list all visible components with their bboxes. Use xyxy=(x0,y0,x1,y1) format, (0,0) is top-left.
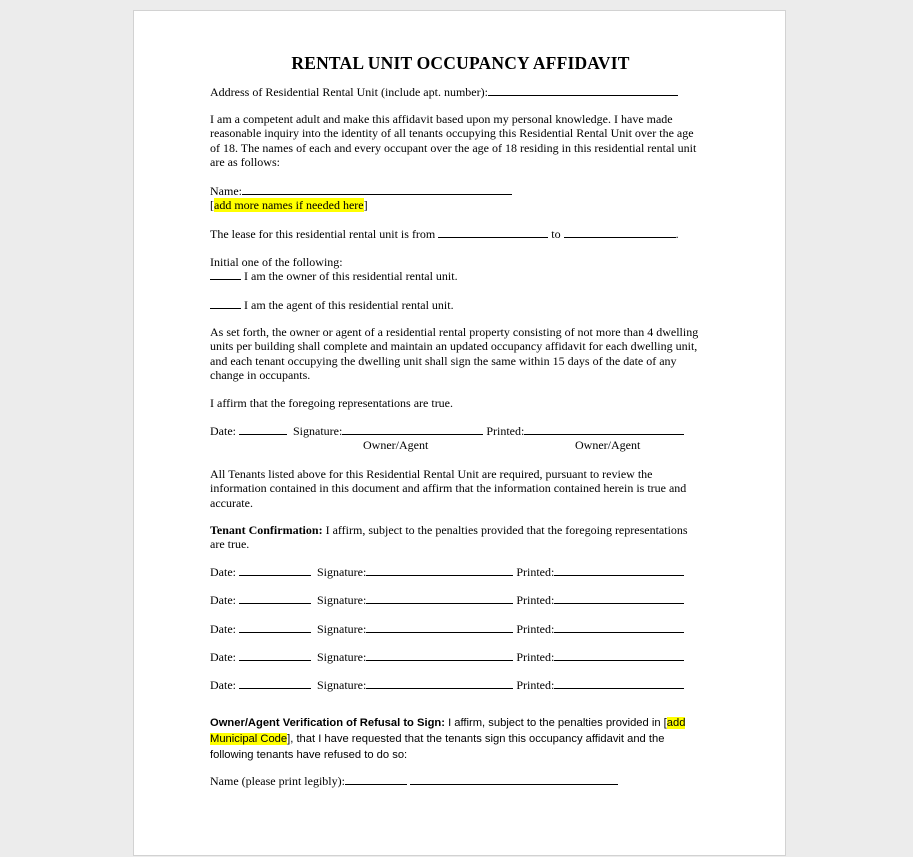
owner-date-label: Date: xyxy=(210,424,236,438)
initial-label: Initial one of the following: xyxy=(210,255,343,269)
lease-period: . xyxy=(675,227,679,241)
tenant-signature-row xyxy=(210,622,684,636)
tenant-signature-blank[interactable] xyxy=(366,622,513,633)
tenant-printed-label: Printed: xyxy=(516,622,555,636)
tenant-printed-label: Printed: xyxy=(516,650,555,664)
tenant-signature-blank[interactable] xyxy=(366,650,513,661)
owner-option-line xyxy=(210,269,458,283)
tenants-line-3: accurate. xyxy=(210,495,253,510)
lease-end-blank[interactable] xyxy=(564,227,676,238)
tenant-signature-row xyxy=(210,593,684,607)
tenant-date-blank[interactable] xyxy=(239,650,311,661)
tenant-signature-row xyxy=(210,678,684,692)
tenant-date-blank[interactable] xyxy=(239,622,311,633)
intro-line-3: of 18. The names of each and every occupant over the age of 18 residing in this residential rental unit xyxy=(210,140,697,155)
document-page xyxy=(133,10,786,856)
owner-printed-label: Printed: xyxy=(486,424,525,438)
name-print-label: Name (please print legibly): xyxy=(210,774,345,788)
owner-signature-label: Signature: xyxy=(293,424,343,438)
tenants-line-1: All Tenants listed above for this Residential Rental Unit are required, pursuant to review the xyxy=(210,467,653,481)
tenant-confirmation-line-1 xyxy=(210,523,688,537)
name-line xyxy=(210,184,512,198)
tenant-printed-blank[interactable] xyxy=(554,650,684,661)
tenant-date-blank[interactable] xyxy=(239,565,311,576)
lease-from-label: The lease for this residential rental unit is from xyxy=(210,227,436,241)
tenant-printed-blank[interactable] xyxy=(554,565,684,576)
name-label: Name: xyxy=(210,184,242,198)
agent-initial-blank[interactable] xyxy=(210,298,241,309)
refusal-highlight-add: add xyxy=(666,717,686,729)
tenant-date-label: Date: xyxy=(210,593,236,607)
refusal-highlight-municipal-code: Municipal Code xyxy=(210,733,288,745)
set-forth-line-3: and each tenant occupying the dwelling unit shall sign the same within 15 days of the date of any xyxy=(210,353,677,368)
tenant-date-label: Date: xyxy=(210,622,236,636)
address-blank[interactable] xyxy=(488,85,678,96)
owner-agent-sublabel-signature: Owner/Agent xyxy=(363,438,429,452)
tenant-signature-blank[interactable] xyxy=(366,565,513,576)
document-title: RENTAL UNIT OCCUPANCY AFFIDAVIT xyxy=(291,53,630,73)
address-line xyxy=(210,85,678,99)
tenant-printed-blank[interactable] xyxy=(554,622,684,633)
add-names-highlight: add more names if needed here xyxy=(214,198,364,213)
tenant-signature-row xyxy=(210,650,684,664)
tenant-printed-label: Printed: xyxy=(516,593,555,607)
tenant-date-label: Date: xyxy=(210,650,236,664)
owner-signature-blank[interactable] xyxy=(342,424,483,435)
refusal-heading: Owner/Agent Verification of Refusal to Sign: xyxy=(210,717,445,729)
tenant-signature-label: Signature: xyxy=(317,565,367,579)
set-forth-line-2: units per building shall complete and maintain an updated occupancy affidavit for each dwelling unit, xyxy=(210,339,698,354)
tenants-line-2: information contained in this document and affirm that the information contained herein is true and xyxy=(210,481,687,496)
tenant-printed-blank[interactable] xyxy=(554,593,684,604)
lease-to-label: to xyxy=(551,227,561,241)
tenant-date-blank[interactable] xyxy=(239,678,311,689)
refusal-line-2 xyxy=(210,732,664,748)
owner-date-blank[interactable] xyxy=(239,424,287,435)
tenant-signature-label: Signature: xyxy=(317,650,367,664)
name-print-line xyxy=(210,774,618,788)
tenant-confirmation-text: I affirm, subject to the penalties provided that the foregoing representations xyxy=(322,523,688,537)
tenant-date-label: Date: xyxy=(210,565,236,579)
tenant-confirmation-line-2: are true. xyxy=(210,537,250,552)
tenant-confirmation-heading: Tenant Confirmation: xyxy=(210,523,323,537)
tenant-signature-label: Signature: xyxy=(317,593,367,607)
tenant-signature-blank[interactable] xyxy=(366,678,513,689)
bracket-open: [ xyxy=(210,198,214,213)
name-blank[interactable] xyxy=(242,184,512,195)
add-names-line xyxy=(210,198,368,212)
refusal-line-3: following tenants have refused to do so: xyxy=(210,749,408,761)
refusal-text-1: I affirm, subject to the penalties provided in [ xyxy=(444,717,667,729)
intro-line-4: are as follows: xyxy=(210,155,280,170)
owner-signature-row xyxy=(210,424,684,438)
owner-agent-sublabel-printed: Owner/Agent xyxy=(575,438,641,452)
tenant-signature-label: Signature: xyxy=(317,678,367,692)
address-label: Address of Residential Rental Unit (include apt. number): xyxy=(210,85,488,99)
tenant-printed-blank[interactable] xyxy=(554,678,684,689)
tenant-signature-blank[interactable] xyxy=(366,593,513,604)
set-forth-line-1: As set forth, the owner or agent of a residential rental property consisting of not more than 4 dwelling xyxy=(210,325,699,339)
bracket-close: ] xyxy=(363,198,368,213)
tenant-date-blank[interactable] xyxy=(239,593,311,604)
lease-start-blank[interactable] xyxy=(438,227,548,238)
refusal-line-1 xyxy=(210,716,685,732)
intro-line-1: I am a competent adult and make this affidavit based upon my personal knowledge. I have made xyxy=(210,112,673,126)
intro-line-2: reasonable inquiry into the identity of all tenants occupying this Residential Rental Unit over the age xyxy=(210,126,694,141)
lease-line xyxy=(210,227,679,241)
name-print-blank-2[interactable] xyxy=(410,774,618,785)
tenant-signature-row xyxy=(210,565,684,579)
tenant-printed-label: Printed: xyxy=(516,565,555,579)
tenant-signature-label: Signature: xyxy=(317,622,367,636)
agent-option-text: I am the agent of this residential rental unit. xyxy=(244,298,454,312)
affirm-line: I affirm that the foregoing representations are true. xyxy=(210,396,454,410)
name-print-blank-1[interactable] xyxy=(345,774,407,785)
owner-initial-blank[interactable] xyxy=(210,269,241,280)
agent-option-line xyxy=(210,298,454,312)
refusal-text-2: ], that I have requested that the tenants sign this occupancy affidavit and the xyxy=(287,733,665,745)
set-forth-line-4: change in occupants. xyxy=(210,368,311,383)
tenant-printed-label: Printed: xyxy=(516,678,555,692)
owner-option-text: I am the owner of this residential rental unit. xyxy=(244,269,458,284)
tenant-date-label: Date: xyxy=(210,678,236,692)
owner-printed-blank[interactable] xyxy=(524,424,684,435)
